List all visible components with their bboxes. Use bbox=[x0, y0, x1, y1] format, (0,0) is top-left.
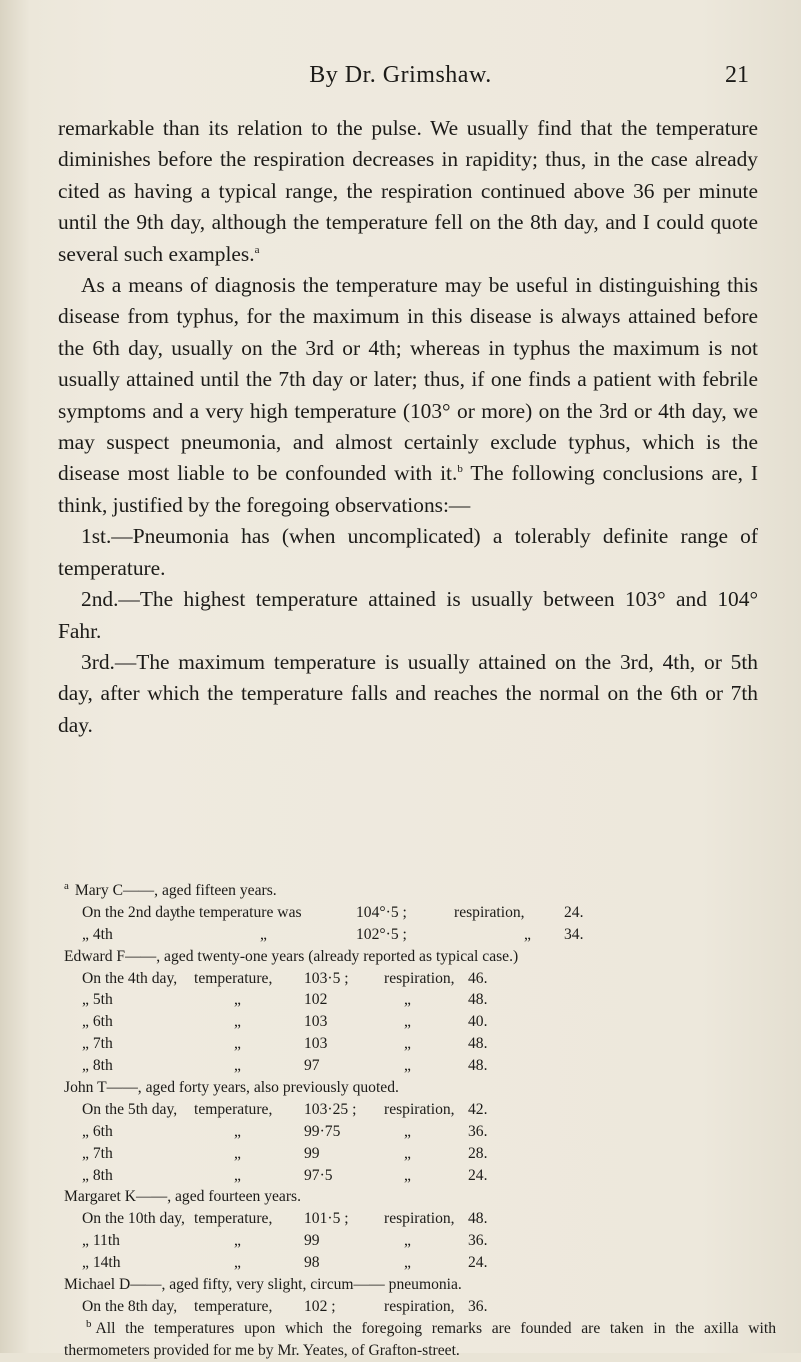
footnote-respiration: 36. bbox=[468, 1122, 488, 1140]
footnote-case-row bbox=[64, 989, 776, 1011]
footnote-case-heading: John T——, aged forty years, also previously quoted. bbox=[64, 1079, 399, 1097]
footnote-respiration: 24. bbox=[564, 903, 584, 921]
footnote-respiration: 36. bbox=[468, 1232, 488, 1250]
footnote-temperature: 104°·5 ; bbox=[356, 903, 407, 921]
page-header bbox=[0, 52, 801, 88]
footnote-case-row bbox=[64, 1121, 776, 1143]
footnote-marker-a: a bbox=[64, 879, 69, 892]
footnote-case-heading: Michael D——, aged fifty, very slight, circum—— pneumonia. bbox=[64, 1276, 462, 1294]
footnote-case-row bbox=[64, 1143, 776, 1165]
footnote-temperature: 103 bbox=[304, 1013, 328, 1031]
footnote-ref-a[interactable]: a bbox=[254, 243, 260, 256]
footnote-respiration: 48. bbox=[468, 1210, 488, 1228]
running-head: By Dr. Grimshaw. bbox=[309, 62, 492, 88]
footnotes bbox=[64, 880, 776, 1362]
footnote-respiration: 46. bbox=[468, 969, 488, 987]
footnote-measure: „ bbox=[234, 1122, 241, 1140]
footnote-case-row bbox=[64, 1011, 776, 1033]
footnote-case-row bbox=[64, 902, 776, 924]
footnote-temperature: 99 bbox=[304, 1232, 320, 1250]
footnote-respiration: 34. bbox=[564, 925, 584, 943]
footnote-day: On the 5th day, bbox=[82, 1100, 178, 1118]
paragraph-2 bbox=[58, 270, 758, 521]
footnote-case-row bbox=[64, 1296, 776, 1318]
footnote-respiration-label: respiration, bbox=[384, 1100, 455, 1118]
footnote-case-row bbox=[64, 1252, 776, 1274]
footnote-measure: „ bbox=[234, 1232, 241, 1250]
footnote-measure: temperature, bbox=[194, 1297, 273, 1315]
footnote-respiration-label: „ bbox=[404, 1232, 411, 1250]
footnote-respiration-label: „ bbox=[404, 1013, 411, 1031]
conclusion-1: 1st.—Pneumonia has (when uncomplicated) a tolerably definite range of temperature. bbox=[58, 524, 758, 580]
footnote-case-row bbox=[64, 1208, 776, 1230]
footnote-temperature: 102 bbox=[304, 991, 328, 1009]
footnote-respiration-label: „ bbox=[404, 991, 411, 1009]
conclusion-2: 2nd.—The highest temperature attained is usually between 103° and 104° Fahr. bbox=[58, 587, 758, 643]
footnote-case-row bbox=[64, 1230, 776, 1252]
footnote-respiration-label: „ bbox=[404, 1122, 411, 1140]
footnote-respiration-label: „ bbox=[404, 1254, 411, 1272]
footnote-measure: the temperature was bbox=[176, 903, 302, 921]
footnote-ref-b[interactable]: b bbox=[457, 463, 463, 476]
footnote-temperature: 97·5 bbox=[304, 1166, 333, 1184]
body-text bbox=[58, 113, 758, 741]
paragraph-2-text: As a means of diagnosis the temperature may be useful in distinguishing this disease from typhus, for the maximum in this disease is always attained before the 6th day, usually on the 3rd or 4th; whereas in typhus the maximum is not usually attained until the 7th day or later; thus, if one finds a patient with febrile symptoms and a very high temperature (103° or more) on the 3rd or 4th day, we may suspect pneumonia, and almost certainly exclude typhus, which is the disease most liable to be confounded with it. bbox=[58, 273, 758, 486]
footnote-case-heading: Margaret K——, aged fourteen years. bbox=[64, 1188, 301, 1206]
footnote-temperature: 97 bbox=[304, 1057, 320, 1075]
footnote-measure: temperature, bbox=[194, 1100, 273, 1118]
footnote-b-text: All the temperatures upon which the foregoing remarks are founded are taken in the axilla with thermometers provided for me by Mr. Yeates, of Grafton-street. bbox=[64, 1319, 776, 1359]
footnote-case-heading: Edward F——, aged twenty-one years (already reported as typical case.) bbox=[64, 947, 519, 965]
footnote-case-heading bbox=[64, 880, 776, 902]
footnote-measure: „ bbox=[234, 1144, 241, 1162]
footnote-respiration-label: respiration, bbox=[384, 1297, 455, 1315]
footnote-day: On the 10th day, bbox=[82, 1210, 185, 1228]
footnote-respiration: 28. bbox=[468, 1144, 488, 1162]
footnote-day: On the 4th day, bbox=[82, 969, 178, 987]
footnote-temperature: 103·25 ; bbox=[304, 1100, 357, 1118]
footnote-b bbox=[64, 1318, 776, 1362]
footnote-respiration: 42. bbox=[468, 1100, 488, 1118]
footnote-day: „ 8th bbox=[82, 1166, 113, 1184]
footnote-day: „ 5th bbox=[82, 991, 113, 1009]
footnote-respiration-label: „ bbox=[404, 1035, 411, 1053]
footnote-measure: „ bbox=[234, 1035, 241, 1053]
footnote-case-row bbox=[64, 924, 776, 946]
footnote-measure: „ bbox=[234, 1166, 241, 1184]
footnote-day: „ 4th bbox=[82, 925, 113, 943]
footnote-respiration-label: „ bbox=[404, 1144, 411, 1162]
footnote-respiration: 48. bbox=[468, 1057, 488, 1075]
footnote-case-heading-text: Mary C——, aged fifteen years. bbox=[74, 882, 277, 899]
footnote-day: „ 6th bbox=[82, 1122, 113, 1140]
page-number: 21 bbox=[725, 62, 749, 88]
footnote-case-row bbox=[64, 1033, 776, 1055]
conclusion-3: 3rd.—The maximum temperature is usually attained on the 3rd, 4th, or 5th day, after which the temperature falls and reaches the normal on the 6th or 7th day. bbox=[58, 649, 758, 737]
footnote-marker-b: b bbox=[86, 1317, 92, 1330]
footnote-measure: „ bbox=[234, 1254, 241, 1272]
footnote-case-row bbox=[64, 1165, 776, 1187]
paragraph-1-text: remarkable than its relation to the pulse. We usually find that the temperature diminishes before the respiration decreases in rapidity; thus, in the case already cited as having a typical range, the respiration continued above 36 per minute until the 9th day, although the temperature fell on the 8th day, and I could quote several such examples. bbox=[58, 116, 758, 266]
footnote-respiration: 40. bbox=[468, 1013, 488, 1031]
footnote-day: „ 6th bbox=[82, 1013, 113, 1031]
footnote-respiration-label: „ bbox=[524, 925, 531, 943]
footnote-measure: „ bbox=[260, 925, 267, 943]
paragraph-1 bbox=[58, 113, 758, 270]
footnote-day: On the 2nd day bbox=[82, 903, 178, 921]
footnote-day: „ 7th bbox=[82, 1144, 113, 1162]
footnote-respiration-label: respiration, bbox=[384, 1210, 455, 1228]
footnote-case-row bbox=[64, 1055, 776, 1077]
footnote-temperature: 99 bbox=[304, 1144, 320, 1162]
footnote-measure: „ bbox=[234, 1057, 241, 1075]
footnote-measure: „ bbox=[234, 991, 241, 1009]
footnote-temperature: 103·5 ; bbox=[304, 969, 349, 987]
footnote-respiration: 24. bbox=[468, 1254, 488, 1272]
footnote-day: „ 14th bbox=[82, 1254, 121, 1272]
footnote-respiration-label: „ bbox=[404, 1166, 411, 1184]
footnote-respiration: 48. bbox=[468, 991, 488, 1009]
footnote-day: „ 8th bbox=[82, 1057, 113, 1075]
footnote-respiration-label: „ bbox=[404, 1057, 411, 1075]
footnote-day: „ 11th bbox=[82, 1232, 120, 1250]
footnote-measure: temperature, bbox=[194, 1210, 273, 1228]
footnote-measure: temperature, bbox=[194, 969, 273, 987]
footnote-respiration-label: respiration, bbox=[454, 903, 525, 921]
paragraph-2-tail: The following conclusions are, I think, justified by the foregoing observations:— bbox=[58, 461, 759, 517]
footnote-temperature: 102 ; bbox=[304, 1297, 336, 1315]
footnote-respiration-label: respiration, bbox=[384, 969, 455, 987]
footnote-temperature: 102°·5 ; bbox=[356, 925, 407, 943]
footnote-respiration: 36. bbox=[468, 1297, 488, 1315]
footnote-temperature: 98 bbox=[304, 1254, 320, 1272]
footnote-day: „ 7th bbox=[82, 1035, 113, 1053]
footnote-measure: „ bbox=[234, 1013, 241, 1031]
footnote-case-row bbox=[64, 1099, 776, 1121]
footnote-respiration: 24. bbox=[468, 1166, 488, 1184]
footnote-temperature: 103 bbox=[304, 1035, 328, 1053]
footnote-day: On the 8th day, bbox=[82, 1297, 178, 1315]
footnote-case-row bbox=[64, 968, 776, 990]
footnote-respiration: 48. bbox=[468, 1035, 488, 1053]
footnote-temperature: 99·75 bbox=[304, 1122, 341, 1140]
footnote-temperature: 101·5 ; bbox=[304, 1210, 349, 1228]
